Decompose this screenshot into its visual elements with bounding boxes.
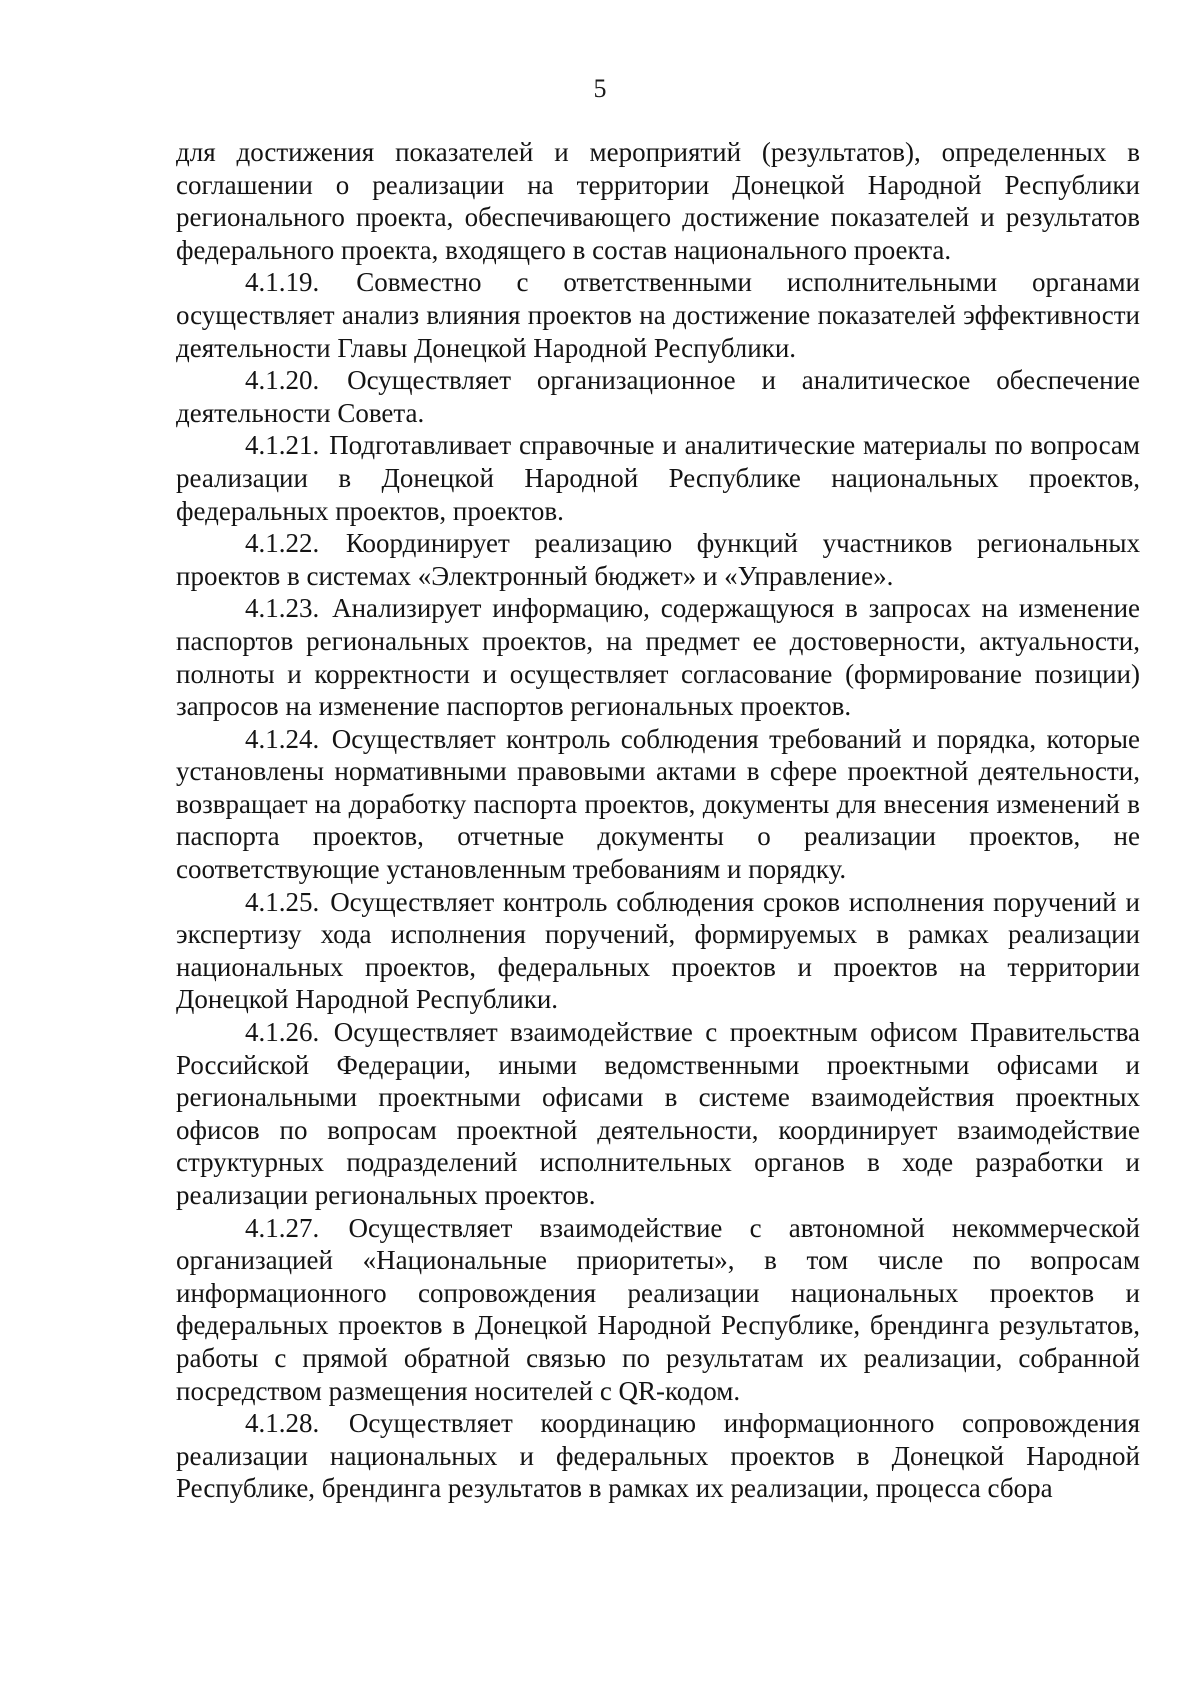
- clause-number: 4.1.25.: [245, 886, 320, 917]
- paragraph-text: для достижения показателей и мероприятий (результатов), определенных в соглашении о реализации на территории Донецкой Народной Республики регионального проекта, обеспечивающего достижение показателей и результатов федерального проекта, входящего в состав национального проекта.: [176, 137, 1140, 265]
- clause-text: Осуществляет взаимодействие с проектным офисом Правительства Российской Федерации, иными ведомственными проектными офисами и региональными проектными офисами в системе взаимодействия проектных офисов по вопросам проектной деятельности, координирует взаимодействие структурных подразделений исполнительных органов в ходе разработки и реализации региональных проектов.: [176, 1017, 1141, 1210]
- clause-text: Совместно с ответственными исполнительными органами осуществляет анализ влияния проектов на достижение показателей эффективности деятельности Главы Донецкой Народной Республики.: [176, 267, 1141, 363]
- clause-text: Осуществляет контроль соблюдения сроков исполнения поручений и экспертизу хода исполнения поручений, формируемых в рамках реализации национальных проектов, федеральных проектов и проектов на территории Донецкой Народной Республики.: [176, 886, 1140, 1015]
- clause-text: Координирует реализацию функций участников региональных проектов в системах «Электронный бюджет» и «Управление».: [176, 528, 1141, 591]
- clause-text: Осуществляет координацию информационного сопровождения реализации национальных и федеральных проектов в Донецкой Народной Республике, брендинга результатов в рамках их реализации, процесса сбора: [176, 1408, 1141, 1504]
- clause-4-1-23: [176, 592, 1140, 722]
- clause-4-1-28: [176, 1407, 1140, 1505]
- clause-text: Подготавливает справочные и аналитические материалы по вопросам реализации в Донецкой Народной Республике национальных проектов, федеральных проектов, проектов.: [176, 430, 1140, 526]
- clause-number: 4.1.21.: [245, 430, 320, 461]
- clause-number: 4.1.20.: [245, 365, 320, 396]
- page-number: 5: [593, 74, 607, 103]
- clause-number: 4.1.27.: [245, 1212, 320, 1243]
- clause-4-1-26: [176, 1016, 1140, 1212]
- clause-text: Осуществляет взаимодействие с автономной некоммерческой организацией «Национальные приоритеты», в том числе по вопросам информационного сопровождения реализации национальных проектов и федеральных проектов в Донецкой Народной Республике, брендинга результатов, работы с прямой обратной связью по результатам их реализации, собранной посредством размещения носителей с QR-кодом.: [176, 1212, 1141, 1406]
- clause-4-1-20: [176, 364, 1140, 429]
- clause-4-1-25: [176, 886, 1140, 1016]
- clause-number: 4.1.23.: [245, 593, 320, 624]
- clause-4-1-22: [176, 527, 1140, 592]
- clause-number: 4.1.22.: [245, 528, 320, 559]
- clause-text: Осуществляет контроль соблюдения требований и порядка, которые установлены нормативными правовыми актами в сфере проектной деятельности, возвращает на доработку паспорта проектов, документы для внесения изменений в паспорта проектов, отчетные документы о реализации проектов, не соответствующие установленным требованиям и порядку.: [176, 723, 1140, 885]
- document-body: [176, 136, 1140, 1505]
- clause-number: 4.1.26.: [245, 1017, 320, 1048]
- clause-text: Анализирует информацию, содержащуюся в запросах на изменение паспортов региональных проектов, на предмет ее достоверности, актуальности, полноты и корректности и осуществляет согласование (формирование позиции) запросов на изменение паспортов региональных проектов.: [176, 593, 1140, 722]
- clause-4-1-21: [176, 429, 1140, 527]
- clause-number: 4.1.28.: [245, 1408, 320, 1439]
- clause-text: Осуществляет организационное и аналитическое обеспечение деятельности Совета.: [176, 365, 1140, 428]
- clause-number: 4.1.24.: [245, 723, 320, 754]
- clause-4-1-24: [176, 723, 1140, 886]
- clause-number: 4.1.19.: [245, 267, 320, 298]
- clause-4-1-19: [176, 266, 1140, 364]
- paragraph-continuation: [176, 136, 1140, 266]
- clause-4-1-27: [176, 1212, 1140, 1408]
